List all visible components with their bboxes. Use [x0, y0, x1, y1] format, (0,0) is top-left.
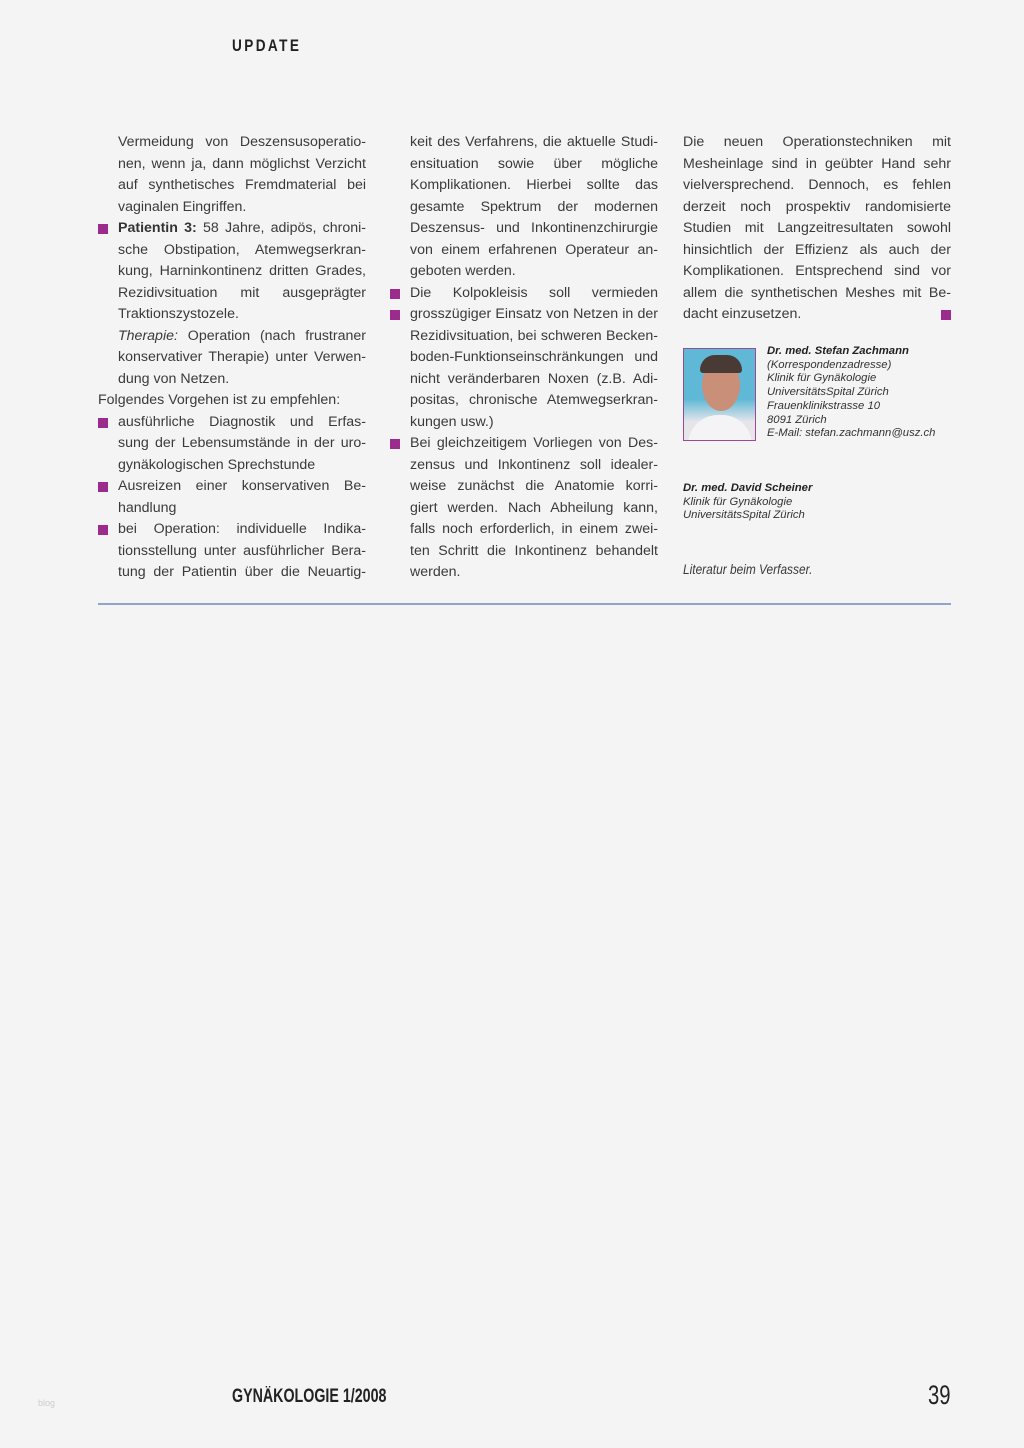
text-line [390, 347, 658, 369]
text-content: auf synthetisches Fremdmaterial bei [118, 177, 366, 193]
text-line [390, 283, 658, 305]
bullet-square-icon [98, 418, 108, 428]
text-line [98, 369, 366, 391]
author-name: Dr. med. David Scheiner [683, 482, 813, 494]
text-line [390, 197, 658, 219]
section-header: UPDATE [232, 36, 302, 55]
author-email: E-Mail: stefan.zachmann@usz.ch [767, 427, 936, 440]
text-line [98, 261, 366, 283]
text-line [390, 433, 658, 455]
text-line [390, 390, 658, 412]
text-content: Komplikationen. Hierbei sollte das [410, 177, 658, 193]
text-line [98, 562, 366, 584]
text-content: bei Operation: individuelle Indika- [118, 521, 366, 537]
text-content: weise zunächst die Anatomie korri- [410, 478, 658, 494]
author-name: Dr. med. Stefan Zachmann [767, 345, 909, 357]
author-line: Klinik für Gynäkologie [683, 495, 793, 508]
literature-note: Literatur beim Verfasser. [683, 561, 813, 577]
text-content: zensus und Inkontinenz soll idealer- [410, 456, 658, 473]
bullet-square-icon [390, 439, 400, 449]
text-line [390, 240, 658, 262]
text-content: tung der Patientin über die Neuartig- [118, 564, 366, 580]
text-content: falls noch erforderlich, in einem zwei- [410, 521, 658, 537]
text-content: dung von Netzen. [118, 370, 230, 387]
author-1 [767, 345, 935, 441]
text-line [390, 498, 658, 520]
text-line [98, 433, 366, 455]
watermark: blog [38, 1398, 56, 1408]
text-content: Operation (nach frustraner [177, 327, 366, 344]
text-content: kung, Harninkontinenz dritten Grades, [118, 263, 366, 279]
bullet-square-icon [98, 525, 108, 535]
text-line [683, 261, 951, 283]
text-line [98, 455, 366, 477]
text-line [390, 412, 658, 434]
text-content: Deszensus- und Inkontinenzchirurgie [410, 220, 658, 236]
bullet-square-icon [390, 310, 400, 320]
text-line [98, 197, 366, 219]
page-number: 39 [928, 1380, 951, 1410]
text-content: Folgendes Vorgehen ist zu empfehlen: [98, 392, 341, 408]
text-line [390, 519, 658, 541]
text-content: konservativer Therapie) unter Verwen- [118, 349, 366, 365]
text-content: giert werden. Nach Abheilung kann, [410, 499, 658, 516]
text-line [98, 476, 366, 498]
text-line [683, 304, 951, 326]
text-content: Traktionszystozele. [118, 306, 239, 322]
author-2 [683, 482, 812, 523]
text-line [98, 541, 366, 563]
text-line [390, 132, 658, 154]
text-line [98, 218, 366, 240]
text-lead: Therapie: [118, 327, 178, 344]
column-3 [683, 132, 951, 326]
text-content: ausführliche Diagnostik und Erfas- [118, 413, 366, 430]
text-line [683, 132, 951, 154]
text-content: Rezidivsituation, bei schweren Becken- [410, 327, 658, 344]
bullet-square-icon [390, 289, 400, 299]
column-2 [390, 132, 658, 584]
text-line [683, 154, 951, 176]
text-content: Vermeidung von Deszensusoperatio- [118, 134, 366, 150]
text-lead: Patientin 3: [118, 220, 197, 236]
text-line [98, 175, 366, 197]
text-line [683, 197, 951, 219]
journal-footer: GYNÄKOLOGIE 1/2008 [232, 1386, 387, 1407]
divider-rule [98, 603, 951, 605]
text-line [390, 455, 658, 477]
text-content: positas, chronische Atemwegserkran- [410, 392, 658, 408]
bullet-square-icon [98, 224, 108, 234]
text-content: nen, wenn ja, dann möglichst Verzicht [118, 155, 366, 172]
text-line [98, 240, 366, 262]
text-content: von einem erfahrenen Operateur an- [410, 241, 658, 258]
text-line [98, 132, 366, 154]
text-content: boden-Funktionseinschränkungen und [410, 349, 658, 365]
text-content: sche Obstipation, Atemwegserkran- [118, 241, 366, 258]
text-content: geboten werden. [410, 263, 516, 279]
text-content: derzeit noch prospektiv randomisierte [683, 198, 951, 215]
text-line [683, 283, 951, 305]
text-line [683, 240, 951, 262]
text-content: vielversprechend. Dennoch, es fehlen [683, 177, 951, 193]
end-mark-icon [941, 310, 951, 320]
text-content: hinsichtlich der Effizienz als auch der [683, 241, 951, 258]
author-photo [683, 348, 756, 441]
text-line [98, 304, 366, 326]
text-content: Komplikationen. Entsprechend sind vor [683, 263, 951, 279]
text-content: Rezidivsituation mit ausgeprägter [118, 284, 366, 301]
text-content: gesamte Spektrum der modernen [410, 198, 658, 215]
text-line [390, 154, 658, 176]
text-content: dacht einzusetzen. [683, 306, 802, 322]
text-line [390, 326, 658, 348]
text-line [683, 218, 951, 240]
author-line: Klinik für Gynäkologie [767, 372, 877, 385]
text-line [390, 541, 658, 563]
text-line [98, 412, 366, 434]
text-content: werden. [410, 564, 461, 580]
author-line: 8091 Zürich [767, 413, 827, 426]
text-content: nicht veränderbaren Noxen (z.B. Adi- [410, 370, 658, 387]
text-line [390, 304, 658, 326]
text-content: Ausreizen einer konservativen Be- [118, 478, 366, 494]
text-line [683, 175, 951, 197]
text-line [390, 218, 658, 240]
text-content: Mesheinlage sind in geübter Hand sehr [683, 155, 951, 172]
text-line [98, 326, 366, 348]
text-line [98, 283, 366, 305]
text-content: Studien mit Langzeitresultaten sowohl [683, 220, 951, 236]
text-content: tionsstellung unter ausführlicher Bera- [118, 542, 366, 559]
author-line: UniversitätsSpital Zürich [767, 386, 889, 399]
text-line [390, 562, 658, 584]
text-content: vaginalen Eingriffen. [118, 198, 247, 215]
column-1 [98, 132, 366, 584]
text-content: sung der Lebensumstände in der uro- [118, 435, 366, 451]
text-content: gynäkologischen Sprechstunde [118, 456, 316, 473]
bullet-square-icon [98, 482, 108, 492]
text-line [98, 519, 366, 541]
text-content: grosszügiger Einsatz von Netzen in der [410, 306, 658, 322]
text-line [390, 175, 658, 197]
text-content: ensituation sowie über mögliche [410, 155, 658, 172]
text-line [390, 476, 658, 498]
text-line [98, 347, 366, 369]
text-line [98, 154, 366, 176]
text-content: handlung [118, 499, 177, 516]
text-line [390, 261, 658, 283]
text-content: keit des Verfahrens, die aktuelle Studi- [410, 134, 658, 150]
text-content: Bei gleichzeitigem Vorliegen von Des- [410, 435, 658, 451]
text-content: kungen usw.) [410, 413, 494, 430]
text-line [390, 369, 658, 391]
text-line [98, 498, 366, 520]
author-line: UniversitätsSpital Zürich [683, 509, 805, 522]
author-line: Frauenklinikstrasse 10 [767, 399, 881, 412]
text-content: allem die synthetischen Meshes mit Be- [683, 284, 951, 301]
text-content: Die Kolpokleisis soll vermieden [410, 284, 658, 301]
author-line: (Korrespondenzadresse) [767, 358, 892, 371]
text-content: ten Schritt die Inkontinenz behandelt [410, 542, 658, 559]
text-content: 58 Jahre, adipös, chroni- [196, 220, 366, 236]
text-content: Die neuen Operationstechniken mit [683, 134, 951, 150]
text-line [98, 390, 366, 412]
